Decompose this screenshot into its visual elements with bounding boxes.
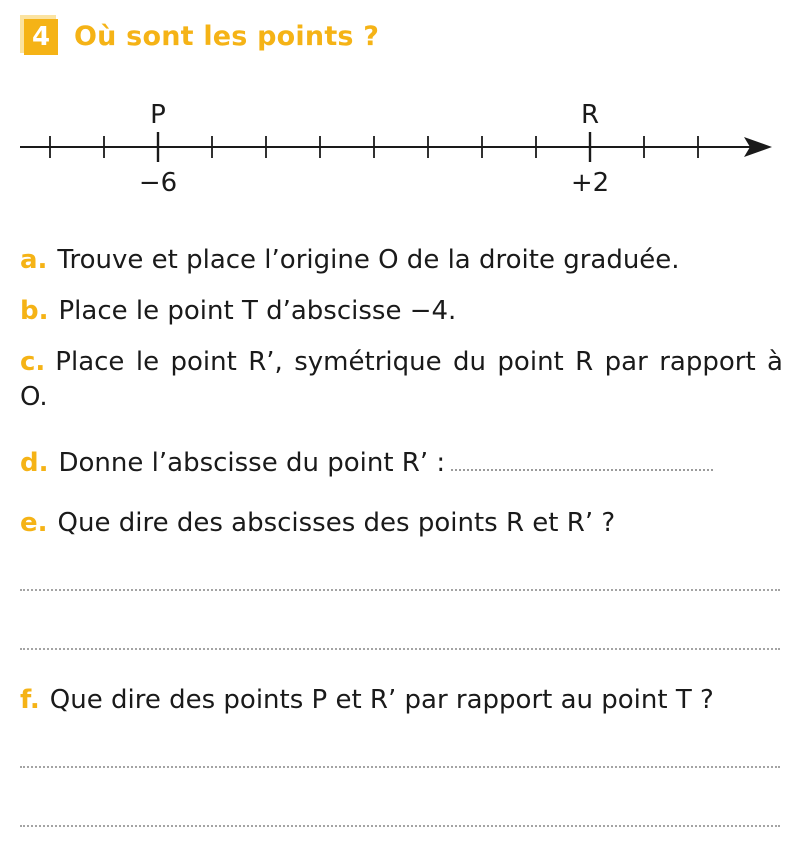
question-f <box>20 683 783 718</box>
question-c-text: Place le point R’, symétrique du point R par rapport à O. <box>20 347 783 412</box>
point-label-r: R <box>580 100 600 130</box>
answer-line-f-2[interactable] <box>20 825 780 827</box>
question-a-letter: a. <box>20 245 48 275</box>
question-d <box>20 446 783 481</box>
question-b-text: Place le point T d’abscisse −4. <box>58 296 457 326</box>
question-d-text: Donne l’abscisse du point R’ : <box>58 448 446 478</box>
question-b <box>20 294 783 329</box>
point-label-p: P <box>150 100 166 130</box>
question-a <box>20 243 783 278</box>
answer-line-f-1[interactable] <box>20 766 780 768</box>
question-b-letter: b. <box>20 296 49 326</box>
value-label-minus-6: −6 <box>138 168 178 198</box>
question-f-text: Que dire des points P et R’ par rapport au point T ? <box>49 685 714 715</box>
exercise-number: 4 <box>24 19 58 55</box>
exercise-header <box>20 14 379 58</box>
value-label-plus-2: +2 <box>570 168 610 198</box>
question-f-letter: f. <box>20 685 40 715</box>
question-c-letter: c. <box>20 347 46 377</box>
number-line <box>0 90 803 200</box>
question-e-text: Que dire des abscisses des points R et R’ ? <box>57 508 616 538</box>
question-e-letter: e. <box>20 508 48 538</box>
exercise-title: Où sont les points ? <box>74 20 380 52</box>
answer-line-e-1[interactable] <box>20 589 780 591</box>
question-e <box>20 506 783 541</box>
answer-line-d[interactable] <box>451 455 713 471</box>
question-a-text: Trouve et place l’origine O de la droite graduée. <box>57 245 680 275</box>
question-d-letter: d. <box>20 448 49 478</box>
exercise-number-badge <box>20 15 60 57</box>
question-c <box>20 345 783 415</box>
answer-line-e-2[interactable] <box>20 648 780 650</box>
